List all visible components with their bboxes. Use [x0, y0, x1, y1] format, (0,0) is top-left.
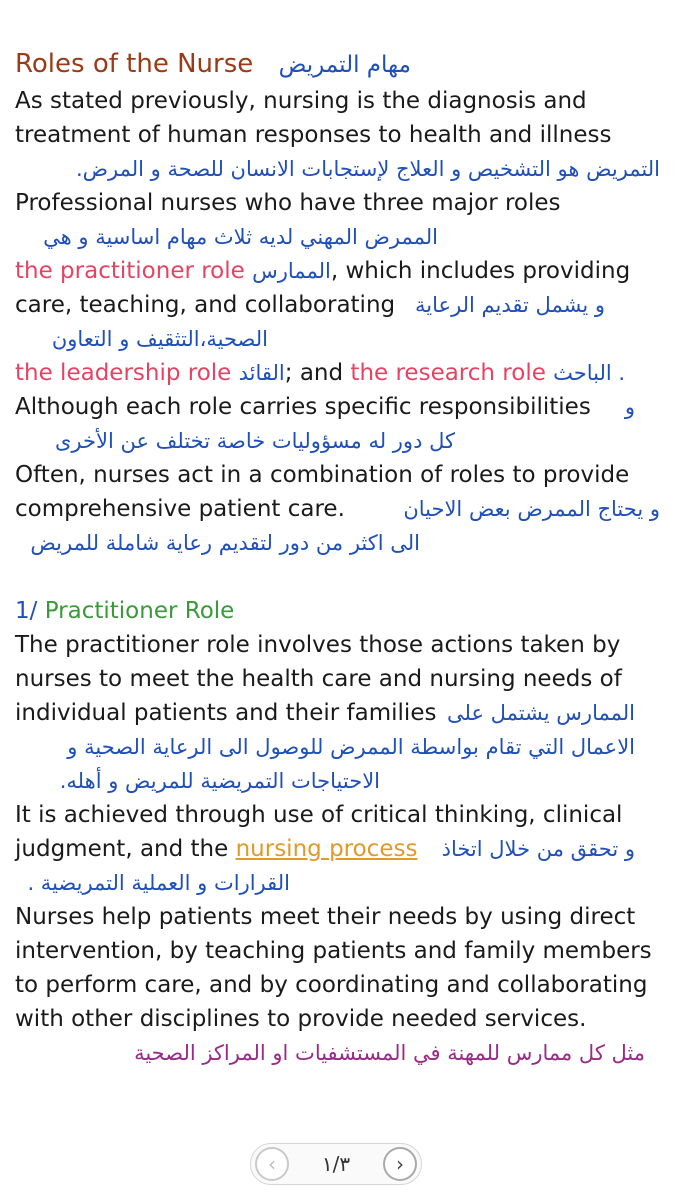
title-english: Roles of the Nurse: [15, 49, 254, 79]
title-arabic: مهام التمريض: [278, 52, 411, 78]
chevron-left-icon: ‹: [268, 1152, 276, 1176]
practitioner-role-term: the practitioner role: [15, 258, 245, 284]
text-line: judgment, and the nursing process و تحقق من خلال اتخاذ: [15, 836, 635, 862]
text-line: the leadership role القائد; and the research role الباحث .: [15, 360, 626, 386]
text-line-arabic: الاحتياجات التمريضية للمريض و أهله.: [59, 769, 380, 793]
text-line: nurses to meet the health care and nursing needs of: [15, 666, 622, 692]
text-line: intervention, by teaching patients and family members: [15, 938, 652, 964]
text-line-arabic: الى اكثر من دور لتقديم رعاية شاملة للمريض: [30, 531, 420, 555]
text-line: care, teaching, and collaborating و يشمل تقديم الرعاية: [15, 292, 605, 318]
text-line: individual patients and their families الممارس يشتمل على: [15, 700, 635, 726]
text-line-arabic: الصحية،التثقيف و التعاون: [51, 327, 268, 351]
text-line: Although each role carries specific responsibilities و: [15, 394, 635, 420]
text-line: Often, nurses act in a combination of roles to provide: [15, 462, 630, 488]
previous-page-button[interactable]: [255, 1147, 289, 1181]
page-indicator: ١/٣: [321, 1152, 351, 1176]
page-navigator: [250, 1143, 422, 1185]
text-line-arabic: القرارات و العملية التمريضية .: [27, 871, 290, 895]
text-line: with other disciplines to provide needed services.: [15, 1006, 587, 1032]
text-line-arabic: الاعمال التي تقام بواسطة الممرض للوصول الى الرعاية الصحية و: [67, 735, 635, 759]
text-line-arabic: مثل كل ممارس للمهنة في المستشفيات او المراكز الصحية: [134, 1041, 645, 1065]
leadership-role-term: the leadership role: [15, 360, 232, 386]
next-page-button[interactable]: [383, 1147, 417, 1181]
page-title: [15, 44, 660, 84]
text-line: to perform care, and by coordinating and collaborating: [15, 972, 648, 998]
text-line: Professional nurses who have three major roles: [15, 190, 561, 216]
text-line: It is achieved through use of critical thinking, clinical: [15, 802, 623, 828]
text-line-arabic: كل دور له مسؤوليات خاصة تختلف عن الأخرى: [54, 429, 455, 453]
text-line: treatment of human responses to health and illness: [15, 122, 612, 148]
document-page: [15, 44, 660, 1070]
text-line: Nurses help patients meet their needs by using direct: [15, 904, 636, 930]
research-role-term: the research role: [350, 360, 546, 386]
text-line-arabic: الممرض المهني لديه ثلاث مهام اساسية و هي: [43, 225, 438, 249]
text-line: As stated previously, nursing is the diagnosis and: [15, 88, 587, 114]
section-heading: 1/ Practitioner Role: [15, 598, 235, 624]
text-line: the practitioner role الممارس, which includes providing: [15, 258, 631, 284]
text-line: The practitioner role involves those actions taken by: [15, 632, 621, 658]
chevron-right-icon: ›: [395, 1152, 404, 1176]
text-line-arabic: التمريض هو التشخيص و العلاج لإستجابات الانسان للصحة و المرض.: [75, 157, 660, 181]
nursing-process-link[interactable]: nursing process: [235, 836, 418, 862]
text-line: comprehensive patient care. و يحتاج الممرض بعض الاحيان: [15, 496, 660, 522]
